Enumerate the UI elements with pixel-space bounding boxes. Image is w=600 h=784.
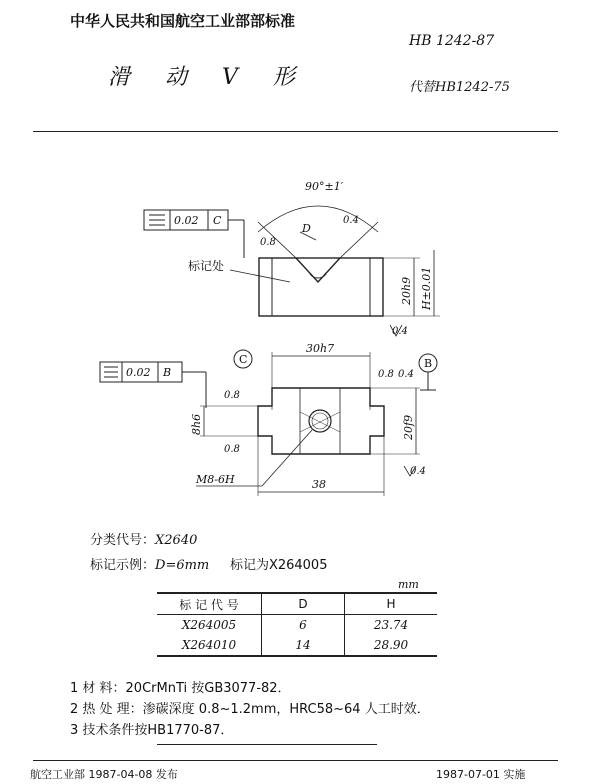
note-technical-conditions: 3 技术条件按HB1770-87． — [70, 723, 234, 738]
technical-notes — [70, 678, 430, 741]
front-view — [144, 180, 440, 337]
plan-view — [100, 342, 437, 496]
datum-b-label: B — [424, 357, 433, 370]
vblock-front-outline — [259, 258, 383, 316]
roughness-04-d: 0.4 — [410, 466, 426, 477]
flatness-c-datum: C — [213, 214, 222, 227]
roughness-08-b: 0.8 — [224, 390, 240, 401]
document-title: 滑 动 V 形 — [108, 65, 309, 90]
class-code-label: 分类代号： — [90, 533, 156, 548]
cell-h: 23.74 — [373, 618, 409, 632]
dim-8h6: 8h6 — [190, 413, 203, 435]
cell-d: 6 — [262, 615, 345, 636]
roughness-08-d: 0.8 — [224, 444, 240, 455]
cell-code: X264005 — [181, 618, 237, 632]
issued-date: 航空工业部 1987-04-08 发布 — [30, 768, 178, 781]
spec-table — [157, 592, 437, 657]
flatness-b-value: 0.02 — [126, 366, 151, 379]
example-label: 标记示例： — [90, 558, 156, 573]
class-code-value: X2640 — [155, 533, 198, 548]
replaces-standard: 代替HB1242-75 — [409, 80, 510, 95]
flatness-c-value: 0.02 — [174, 214, 199, 227]
note-heat-treatment: 2 热 处 理：渗碳深度 0.8~1.2mm，HRC58~64 人工时效． — [70, 702, 430, 717]
cell-h: 28.90 — [345, 635, 438, 656]
roughness-08-a: 0.8 — [260, 237, 276, 248]
dim-h-tolerance: H±0.01 — [420, 266, 433, 310]
implementation-date: 1987-07-01 实施 — [436, 768, 526, 781]
dim-20f9: 20f9 — [402, 414, 415, 440]
vblock-plan-outline — [258, 388, 384, 454]
d-label: D — [302, 222, 311, 235]
roughness-04-a: 0.4 — [343, 215, 359, 226]
table-row — [157, 635, 437, 656]
datum-c-label: C — [239, 353, 248, 366]
classification-code — [90, 529, 197, 548]
organization-header: 中华人民共和国航空工业部部标准 — [70, 12, 296, 30]
note-material: 1 材 料：20CrMnTi 按GB3077-82． — [70, 681, 291, 696]
table-row — [157, 615, 437, 636]
dim-20h9-a: 20h9 — [400, 276, 413, 305]
header-rule — [33, 131, 558, 132]
standard-number: HB 1242-87 — [409, 33, 495, 49]
technical-drawing — [0, 170, 600, 510]
cell-d: 14 — [262, 635, 345, 656]
dim-30h7: 30h7 — [306, 342, 335, 355]
col-header-code: 标 记 代 号 — [157, 593, 262, 615]
col-header-d: D — [262, 593, 345, 615]
table-header-row — [157, 593, 437, 615]
marking-example — [90, 554, 327, 573]
dim-38: 38 — [312, 478, 326, 491]
example-d: D=6mm — [155, 558, 210, 573]
footer-rule — [33, 760, 558, 761]
roughness-04-b: 0.4 — [392, 326, 408, 337]
table-unit: mm — [398, 578, 419, 591]
col-header-h: H — [345, 593, 438, 615]
roughness-04-c: 0.4 — [398, 369, 414, 380]
example-mark: 标记为X264005 — [229, 558, 328, 573]
notes-rule — [157, 744, 377, 745]
roughness-08-c: 0.8 — [378, 369, 394, 380]
angle-tolerance: 90°±1′ — [305, 180, 344, 193]
cell-code: X264010 — [157, 635, 262, 656]
thread-label: M8-6H — [196, 473, 235, 486]
flatness-b-datum: B — [163, 366, 172, 379]
mark-location-label: 标记处 — [188, 259, 225, 273]
